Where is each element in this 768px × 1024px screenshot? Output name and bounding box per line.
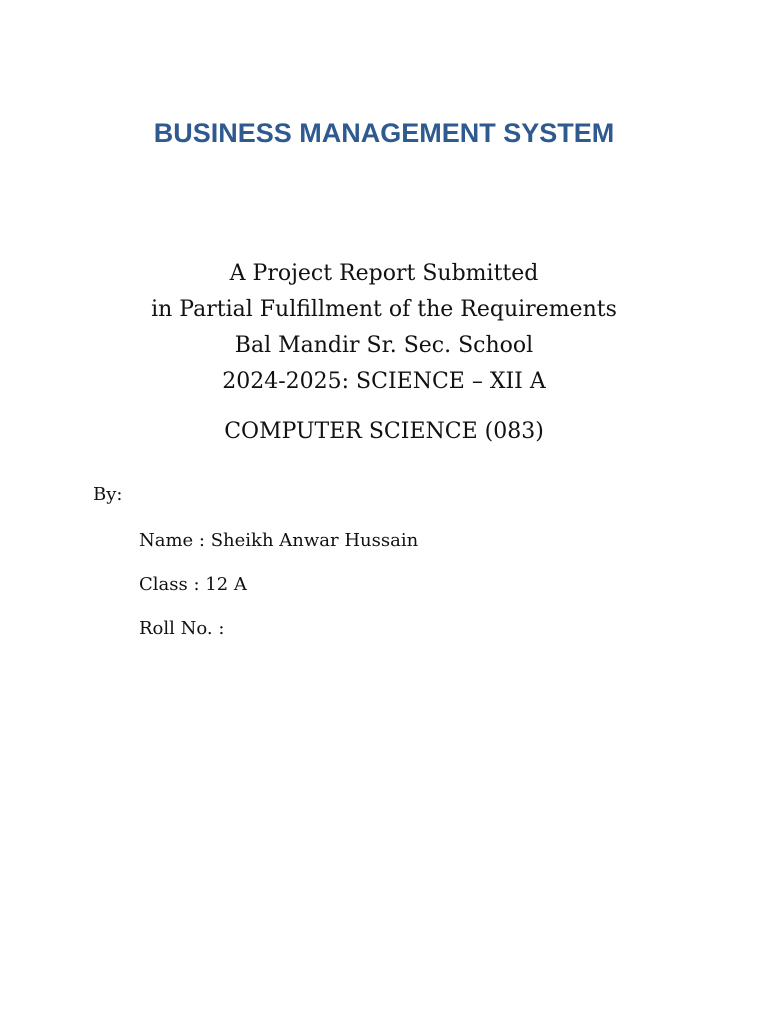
course-name: COMPUTER SCIENCE (083) (224, 419, 544, 444)
by-label: By: (93, 484, 123, 505)
subtitle-line-fulfillment: in Partial Fulfillment of the Requirements (151, 297, 617, 322)
subtitle-line-session: 2024-2025: SCIENCE – XII A (222, 369, 546, 394)
student-details (139, 528, 418, 660)
student-class: Class : 12 A (139, 574, 247, 595)
student-roll-number: Roll No. : (139, 618, 225, 639)
report-subtitle (0, 256, 768, 400)
subtitle-line-report: A Project Report Submitted (229, 261, 539, 286)
document-title: BUSINESS MANAGEMENT SYSTEM (153, 118, 615, 148)
subtitle-line-school: Bal Mandir Sr. Sec. School (234, 333, 534, 358)
student-name: Name : Sheikh Anwar Hussain (139, 530, 419, 551)
